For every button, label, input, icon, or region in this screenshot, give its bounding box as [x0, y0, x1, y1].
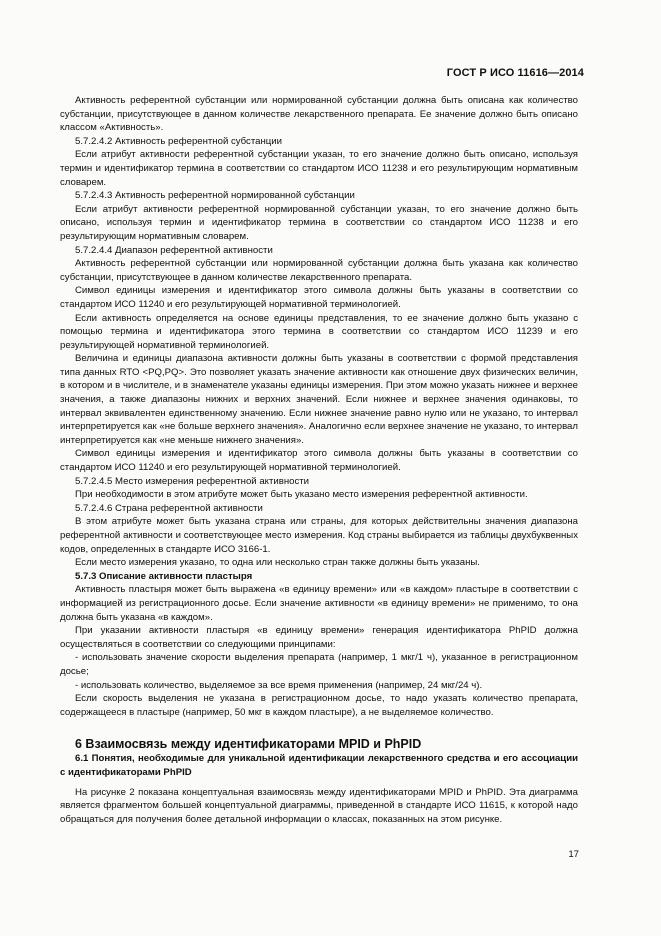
paragraph: Если активность определяется на основе единицы представления, то ее значение должно быть указано с помощью термина и идентификатора этого термина в соответствии со стандартом ИСО 11239 и его результирующей нормативной терминологией. — [60, 312, 578, 351]
clause-heading: 5.7.2.4.5 Место измерения референтной активности — [75, 475, 309, 487]
paragraph: Символ единицы измерения и идентификатор этого символа должны быть указаны в соответствии со стандартом ИСО 11240 и его результирующей нормативной терминологией. — [60, 285, 578, 310]
clause-heading: 5.7.2.4.4 Диапазон референтной активности — [75, 244, 273, 256]
paragraph: Активность пластыря может быть выражена «в единицу времени» или «в каждом» пластыре в соответствии с информацией из регистрационного досье. Если значение активности «в единицу времени» не применимо, то она должна быть указана «в каждом». — [60, 584, 578, 623]
clause-heading: 5.7.2.4.6 Страна референтной активности — [75, 502, 263, 514]
paragraph: В этом атрибуте может быть указана страна или страны, для которых действительны значения диапазона референтной активности и соответствующее место измерения. Код страны выбирается из таблицы двухбуквенных кодов, определенных в стандарте ИСО 3166-1. — [60, 516, 578, 555]
paragraph: Активность референтной субстанции или нормированной субстанции должна быть описана как количество субстанции, присутствующее в данном количестве лекарственного препарата. Ее значение должно быть описано классом «Активность». — [60, 95, 578, 134]
clause-heading: 5.7.2.4.3 Активность референтной нормированной субстанции — [75, 190, 355, 202]
paragraph: При указании активности пластыря «в единицу времени» генерация идентификатора PhPID должна осуществляться в соответствии со следующими принципами: — [60, 625, 578, 650]
document-body — [60, 94, 578, 826]
subsection-heading: 5.7.3 Описание активности пластыря — [75, 570, 253, 582]
paragraph: На рисунке 2 показана концептуальная взаимосвязь между идентификаторами MPID и PhPID. Эта диаграмма является фрагментом большей концептуальной диаграммы, приведенной в стандарте ИСО 11615, к которой надо обращаться для получения более детальной информации о классах, показанных на этом рисунке. — [60, 786, 578, 825]
paragraph: Символ единицы измерения и идентификатор этого символа должны быть указаны в соответствии со стандартом ИСО 11240 и его результирующей нормативной терминологией. — [60, 448, 578, 474]
list-item: - использовать значение скорости выделения препарата (например, 1 мкг/1 ч), указанное в регистрационном досье; — [60, 652, 578, 677]
page-number: 17 — [568, 849, 579, 860]
paragraph: Величина и единицы диапазона активности должны быть указаны в соответствии с формой представления типа данных RTO <PQ,PQ>. Это позволяет указать значение активности как отношение двух физических величин, в котором и в числителе, и в знаменателе указаны единицы измерения. При этом можно указать нижнее и верхнее значения, а также диапазоны нижних и верхних значений. Если нижнее и верхнее значения одинаковы, то интервал эквивалентен единственному значению. Если нижнее значение равно нулю или не указано, то интервал интерпретируется как «не больше верхнего значения». Аналогично если верхнее значение не указано, то интервал интерпретируется как «не меньше нижнего значения». — [60, 353, 578, 446]
subsection-heading: 6.1 Понятия, необходимые для уникальной идентификации лекарственного средства и его ассоциации с идентификаторами PhPID — [60, 753, 578, 778]
clause-heading: 5.7.2.4.2 Активность референтной субстанции — [75, 135, 282, 147]
paragraph: Если атрибут активности референтной субстанции указан, то его значение должно быть описано, используя термин и идентификатор термина в соответствии со стандартом ИСО 11238 и его результирующим нормативным словарем. — [60, 149, 578, 188]
section-heading: 6 Взаимосвязь между идентификаторами MPID и PhPID — [75, 737, 422, 752]
paragraph: При необходимости в этом атрибуте может быть указано место измерения референтной активности. — [75, 489, 528, 501]
document-header: ГОСТ Р ИСО 11616—2014 — [446, 67, 584, 79]
list-item: - использовать количество, выделяемое за все время применения (например, 24 мкг/24 ч). — [75, 679, 483, 691]
paragraph: Если скорость выделения не указана в регистрационном досье, то надо указать количество препарата, содержащееся в пластыре (например, 50 мкг в каждом пластыре), а не выделяемое количество. — [60, 693, 578, 718]
paragraph: Если место измерения указано, то одна или несколько стран также должны быть указаны. — [75, 557, 480, 569]
paragraph: Если атрибут активности референтной нормированной субстанции указан, то его значение должно быть описано, используя термин и идентификатор термина в соответствии со стандартом ИСО 11238 и его результирующим нормативным словарем. — [60, 203, 578, 242]
paragraph: Активность референтной субстанции или нормированной субстанции должна быть указана как количество субстанции, присутствующее в данном количестве лекарственного препарата. — [60, 258, 578, 283]
